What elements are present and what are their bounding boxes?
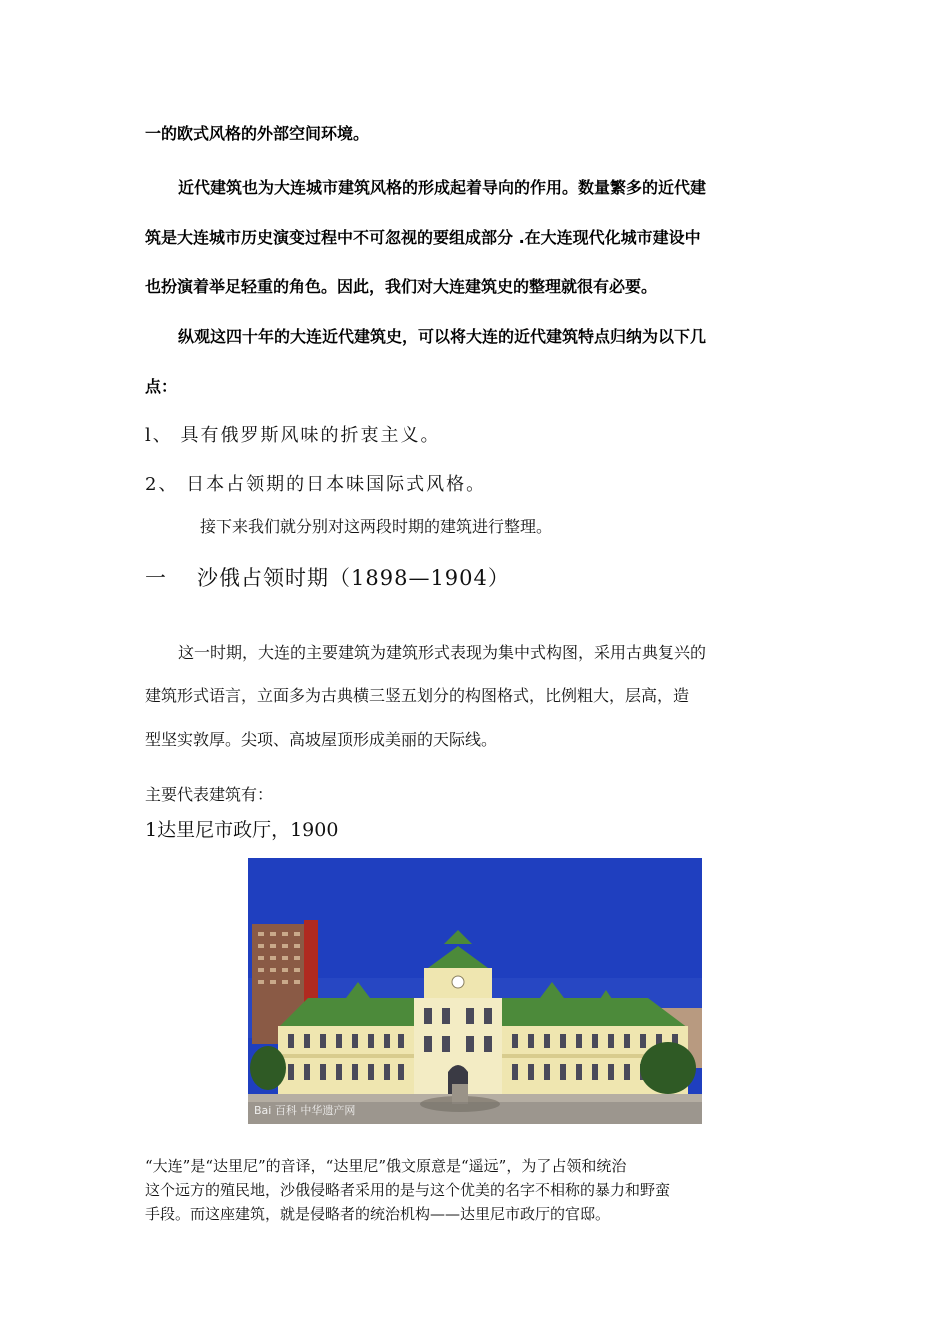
paragraph-line: 也扮演着举足轻重的角色。因此，我们对大连建筑史的整理就很有必要。 <box>145 277 658 296</box>
list-item: 2、 日本占领期的日本味国际式风格。 <box>145 474 487 495</box>
paragraph-line: 纵观这四十年的大连近代建筑史，可以将大连的近代建筑特点归纳为以下几 <box>178 327 707 346</box>
list-item: l、 具有俄罗斯风味的折衷主义。 <box>145 425 441 446</box>
section-title: 沙俄占领时期（1898—1904） <box>197 566 510 590</box>
photo-caption <box>145 1154 815 1226</box>
main-buildings-label: 主要代表建筑有： <box>145 785 274 804</box>
section-heading <box>145 562 510 592</box>
caption-line: 手段。而这座建筑，就是侵略者的统治机构——达里尼市政厅的官邸。 <box>145 1205 611 1223</box>
paragraph-line: 近代建筑也为大连城市建筑风格的形成起着导向的作用。数量繁多的近代建 <box>178 178 707 197</box>
paragraph-line: 一的欧式风格的外部空间环境。 <box>145 124 370 143</box>
caption-line: “大连”是“达里尼”的音译，“达里尼”俄文原意是“遥远”，为了占领和统治 <box>145 1157 627 1175</box>
caption-line: 这个远方的殖民地，沙俄侵略者采用的是与这个优美的名字不相称的暴力和野蛮 <box>145 1181 671 1199</box>
section-number: 一 <box>145 566 167 590</box>
body-line: 型坚实敦厚。尖项、高坡屋顶形成美丽的天际线。 <box>145 730 498 749</box>
dalian-city-hall-photo <box>248 858 702 1124</box>
body-line: 建筑形式语言，立面多为古典横三竖五划分的构图格式，比例粗大，层高，造 <box>145 686 690 705</box>
paragraph-line: 点： <box>145 377 178 396</box>
intro-text: 接下来我们就分别对这两段时期的建筑进行整理。 <box>200 517 553 536</box>
paragraph-line: 筑是大连城市历史演变过程中不可忽视的要组成部分 .在大连现代化城市建设中 <box>145 228 701 247</box>
photo-watermark: Bai 百科 中华遗产网 <box>254 1104 356 1117</box>
body-line: 这一时期，大连的主要建筑为建筑形式表现为集中式构图，采用古典复兴的 <box>178 643 707 662</box>
building-title: 1达里尼市政厅，1900 <box>145 819 339 841</box>
